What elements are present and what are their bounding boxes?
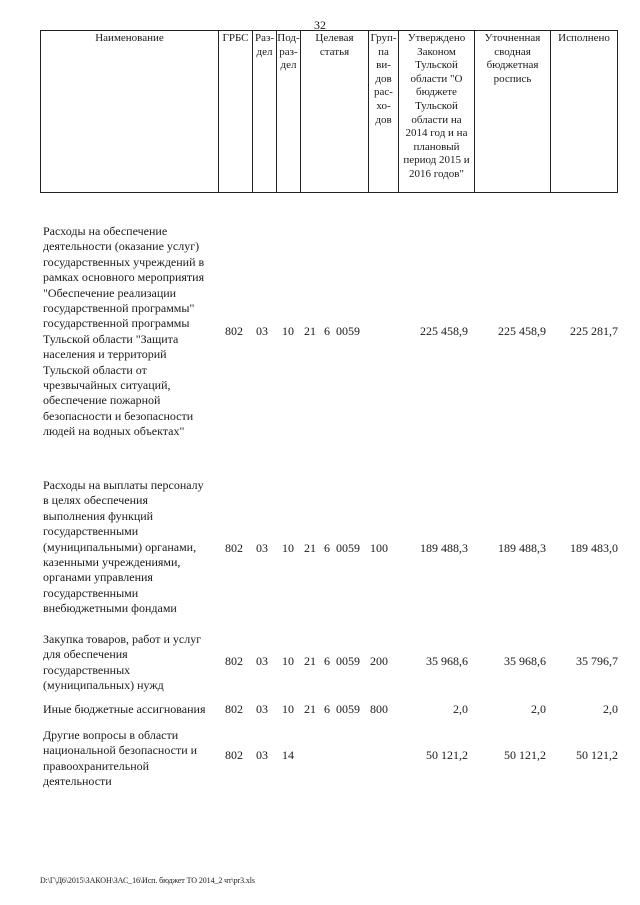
row-razdel: 03 [256, 654, 268, 668]
header-podrazdel: Под- раз- дел [277, 31, 301, 192]
row-refined: 50 121,2 [504, 748, 546, 762]
row-target-subprogram: 6 [324, 702, 330, 716]
header-refined: Уточненная сводная бюджетная роспись [475, 31, 551, 192]
row-target-program: 21 [304, 541, 316, 555]
row-approved: 189 488,3 [420, 541, 468, 555]
header-name: Наименование [41, 31, 219, 192]
row-target-subprogram: 6 [324, 541, 330, 555]
row-refined: 225 458,9 [498, 324, 546, 338]
row-approved: 35 968,6 [426, 654, 468, 668]
row-target-direction: 0059 [336, 702, 360, 716]
row-expense-group: 200 [370, 654, 388, 668]
row-target-program: 21 [304, 702, 316, 716]
table-header [40, 30, 618, 193]
row-target-direction: 0059 [336, 541, 360, 555]
row-podrazdel: 14 [282, 748, 294, 762]
row-executed: 189 483,0 [570, 541, 618, 555]
page-number: 32 [314, 18, 326, 32]
row-podrazdel: 10 [282, 541, 294, 555]
row-name: Другие вопросы в области национальной безопасности и правоохранительной деятельности [43, 728, 198, 789]
row-approved: 225 458,9 [420, 324, 468, 338]
row-executed: 225 281,7 [570, 324, 618, 338]
row-podrazdel: 10 [282, 324, 294, 338]
row-target-subprogram: 6 [324, 324, 330, 338]
row-name: Иные бюджетные ассигнования [43, 702, 206, 716]
row-approved: 50 121,2 [426, 748, 468, 762]
row-refined: 2,0 [531, 702, 546, 716]
row-name: Расходы на выплаты персоналу в целях обеспечения выполнения функций государственными (муниципальными) органами, казенными учреждениями, органами управления государственными внебюджетными фондами [43, 478, 204, 616]
header-approved: Утверждено Законом Тульской области "О бюджете Тульской области на 2014 год и на плановый период 2015 и 2016 годов" [399, 31, 475, 192]
header-target-article: Целевая статья [301, 31, 369, 192]
row-refined: 189 488,3 [498, 541, 546, 555]
row-razdel: 03 [256, 702, 268, 716]
footer-file-path: D:\Г\Д6\2015\ЗАКОН\ЗАС_16\Исп. бюджет ТО 2014_2 чт\pr3.xls [40, 876, 255, 885]
row-target-subprogram: 6 [324, 654, 330, 668]
row-target-program: 21 [304, 654, 316, 668]
row-approved: 2,0 [453, 702, 468, 716]
row-name: Закупка товаров, работ и услуг для обеспечения государственных (муниципальных) нужд [43, 632, 202, 693]
row-grbs: 802 [225, 702, 243, 716]
row-name: Расходы на обеспечение деятельности (оказание услуг) государственных учреждений в рамках основного мероприятия "Обеспечение реализации государственной программы" государственной программы Тульской области "Защита населения и территорий Тульской области от чрезвычайных ситуаций, обеспечение пожарной безопасности и безопасности людей на водных объектах" [43, 224, 205, 439]
row-grbs: 802 [225, 748, 243, 762]
row-executed: 50 121,2 [576, 748, 618, 762]
row-executed: 2,0 [603, 702, 618, 716]
row-grbs: 802 [225, 324, 243, 338]
header-grbs: ГРБС [219, 31, 253, 192]
row-grbs: 802 [225, 654, 243, 668]
row-podrazdel: 10 [282, 702, 294, 716]
header-executed: Исполнено [558, 32, 610, 44]
header-expense-group: Груп- па ви- дов рас- хо- дов [369, 31, 399, 192]
row-refined: 35 968,6 [504, 654, 546, 668]
header-razdel: Раз- дел [253, 31, 277, 192]
row-razdel: 03 [256, 748, 268, 762]
row-executed: 35 796,7 [576, 654, 618, 668]
row-podrazdel: 10 [282, 654, 294, 668]
row-expense-group: 100 [370, 541, 388, 555]
row-razdel: 03 [256, 541, 268, 555]
row-expense-group: 800 [370, 702, 388, 716]
row-target-program: 21 [304, 324, 316, 338]
row-razdel: 03 [256, 324, 268, 338]
row-grbs: 802 [225, 541, 243, 555]
row-target-direction: 0059 [336, 324, 360, 338]
row-target-direction: 0059 [336, 654, 360, 668]
